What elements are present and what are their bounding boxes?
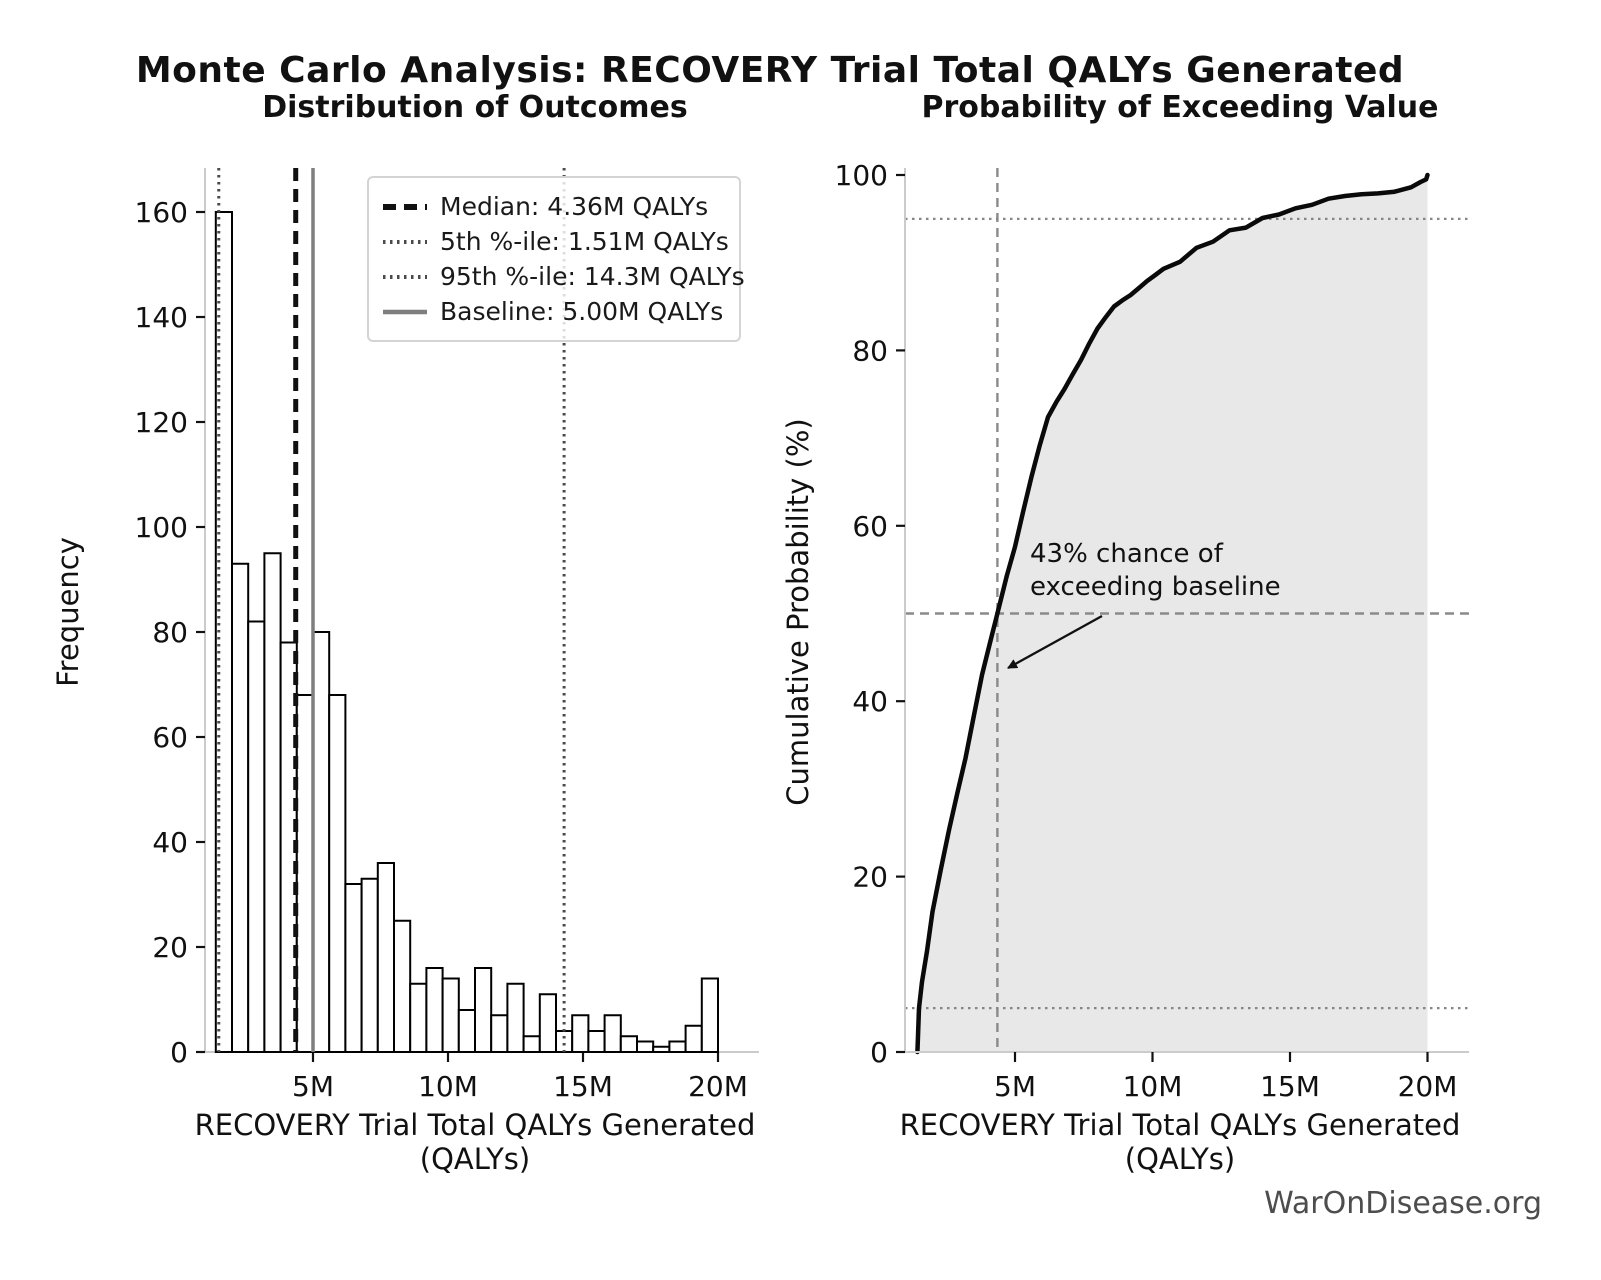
histogram-bar [524, 1036, 540, 1052]
histogram-bar [686, 1026, 702, 1052]
left-chart-title: Distribution of Outcomes [262, 90, 688, 125]
legend-line-sample [383, 236, 427, 248]
annotation-line-2: exceeding baseline [1030, 572, 1281, 602]
histogram-bar [362, 879, 378, 1052]
histogram-bar [507, 984, 523, 1052]
legend-item-label: Baseline: 5.00M QALYs [440, 297, 724, 326]
histogram-bar [475, 968, 491, 1052]
x-tick-label: 15M [553, 1070, 613, 1103]
histogram-bar [394, 921, 410, 1052]
x-tick-label: 15M [1260, 1070, 1320, 1103]
legend-line-sample [383, 306, 427, 318]
histogram-bar [410, 984, 426, 1052]
legend-item [383, 189, 725, 224]
legend-item [383, 259, 745, 294]
histogram-bar [702, 979, 718, 1053]
left-x-axis-label: RECOVERY Trial Total QALYs Generated (QALYs) [194, 1108, 756, 1176]
x-tick-label: 20M [688, 1070, 748, 1103]
main-title: Monte Carlo Analysis: RECOVERY Trial Total QALYs Generated [135, 50, 1405, 91]
x-tick-label: 5M [994, 1070, 1036, 1103]
histogram-bar [426, 968, 442, 1052]
histogram-bar [313, 632, 329, 1052]
histogram-bar [637, 1042, 653, 1053]
histogram-bar [588, 1031, 604, 1052]
histogram-bar [345, 884, 361, 1052]
y-tick-label: 60 [852, 509, 888, 543]
y-tick-label: 60 [152, 721, 188, 754]
legend [367, 176, 745, 342]
cdf-plot [835, 159, 1469, 1103]
cdf-fill-area [917, 175, 1427, 1052]
annotation-line-1: 43% chance of [1030, 539, 1223, 569]
legend-item [383, 224, 729, 259]
histogram-bar [540, 994, 556, 1052]
right-x-axis-label: RECOVERY Trial Total QALYs Generated (QALYs) [899, 1108, 1461, 1176]
histogram-bar [459, 1010, 475, 1052]
legend-item-label: 95th %-ile: 14.3M QALYs [440, 262, 745, 291]
histogram-bar [621, 1036, 637, 1052]
x-tick-label: 10M [1122, 1070, 1183, 1103]
y-tick-label: 40 [152, 826, 188, 859]
y-tick-label: 120 [134, 406, 188, 439]
y-tick-label: 100 [134, 511, 188, 544]
y-tick-label: 160 [134, 196, 188, 229]
left-y-axis-label: Frequency [51, 537, 85, 687]
legend-line-sample [383, 201, 427, 213]
y-tick-label: 80 [852, 334, 888, 368]
y-tick-label: 0 [170, 1036, 188, 1069]
y-tick-label: 20 [852, 860, 888, 894]
y-tick-label: 140 [134, 301, 188, 334]
y-tick-label: 0 [870, 1036, 888, 1069]
histogram-bar [443, 979, 459, 1053]
y-tick-label: 40 [852, 685, 888, 719]
histogram-bar [378, 863, 394, 1052]
histogram-bar [572, 1015, 588, 1052]
histogram-bar [297, 695, 313, 1052]
histogram-bar [605, 1015, 621, 1052]
histogram-bar [556, 1031, 572, 1052]
histogram-bar [669, 1042, 685, 1053]
cdf-annotation [1030, 538, 1281, 604]
histogram-bar [329, 695, 345, 1052]
histogram-bar [491, 1015, 507, 1052]
y-tick-label: 20 [152, 931, 188, 964]
x-tick-label: 10M [418, 1070, 478, 1103]
legend-item-label: Median: 4.36M QALYs [440, 192, 709, 221]
legend-item-label: 5th %-ile: 1.51M QALYs [440, 227, 729, 256]
right-chart-title: Probability of Exceeding Value [921, 90, 1439, 125]
y-tick-label: 80 [152, 616, 188, 649]
x-tick-label: 5M [292, 1070, 334, 1103]
legend-line-sample [383, 271, 427, 283]
x-tick-label: 20M [1397, 1070, 1458, 1103]
right-y-axis-label: Cumulative Probability (%) [781, 418, 815, 806]
histogram-bar [653, 1047, 669, 1052]
histogram-bar [232, 564, 248, 1052]
y-tick-label: 100 [834, 159, 888, 192]
footer-credit: WarOnDisease.org [1264, 1186, 1542, 1221]
histogram-bar [264, 553, 280, 1052]
legend-item [383, 294, 725, 329]
histogram-bar [248, 622, 264, 1053]
